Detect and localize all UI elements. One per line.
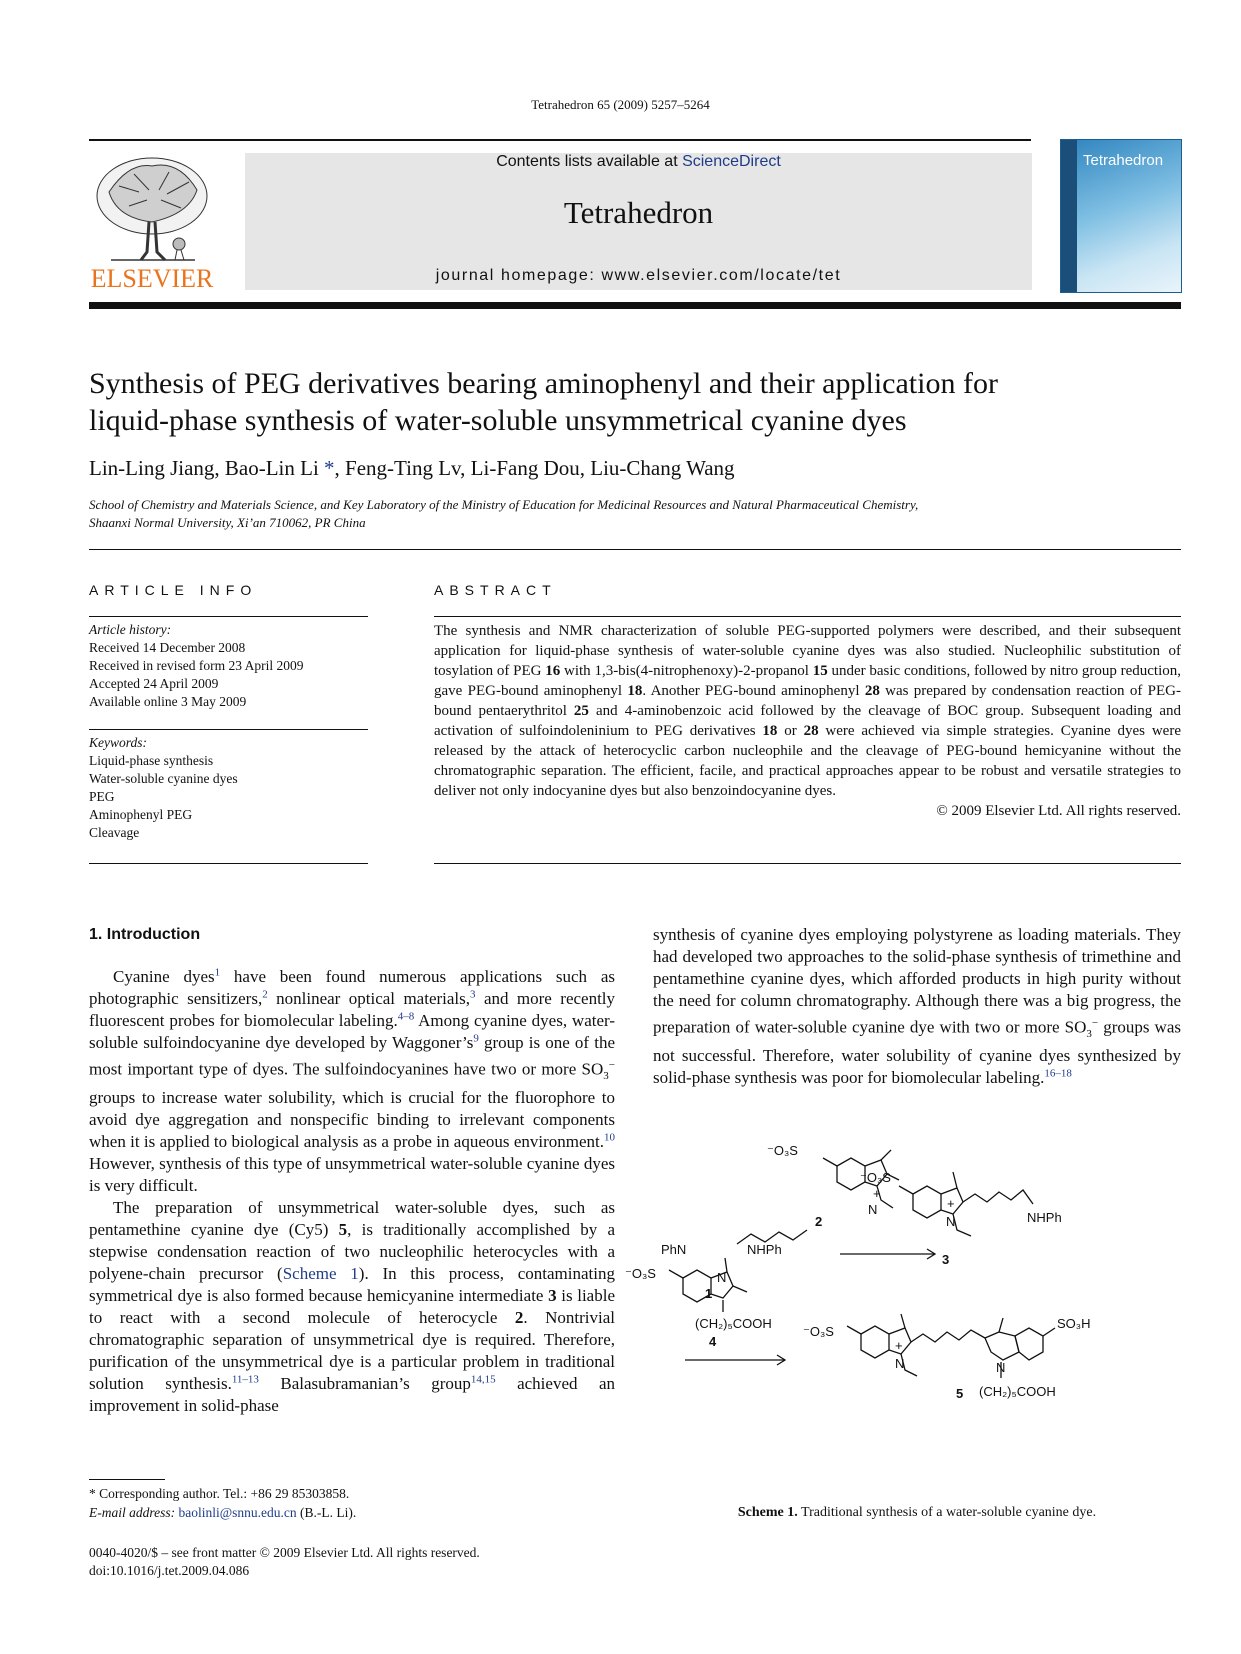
scheme-label: ⁻O₃S: [767, 1143, 798, 1158]
scheme-label: ⁻O₃S: [860, 1170, 891, 1185]
scheme-label: SO₃H: [1057, 1316, 1091, 1331]
citation-link[interactable]: 11–13: [231, 1373, 259, 1386]
abstract-body: [434, 621, 1181, 821]
intro-paragraph-2: The preparation of unsymmetrical water-soluble dyes, such as pentamethine cyanine dye (Cy5) 5, is traditionally accomplished by a stepwise condensation reaction of two nucleophilic heterocycles with a polyene-chain precursor (Scheme 1). In this process, contaminating symmetrical dye is also formed because hemicyanine intermediate 3 is liable to react with a second molecule of heterocycle 2. Nontrivial chromatographic separation of unsymmetrical dye is required. Therefore, purification of the unsymmetrical dye is a particular problem in traditional solution synthesis.$^{11-13}$ Balasubramanian’s group$^{14,15}$ achieved an improvement in solid-phase: [89, 1198, 616, 1416]
scheme-label: ⁻O₃S: [803, 1324, 834, 1339]
footnote: [89, 1484, 356, 1522]
scheme-atom: N: [946, 1214, 956, 1229]
right-column: [653, 924, 1181, 1089]
scheme-label: (CH₂)₅COOH: [979, 1384, 1056, 1399]
affiliation: [89, 496, 1189, 532]
scheme-charge: +: [873, 1186, 881, 1201]
intro-paragraph-1: Cyanine dyes$^1$ have been found numerous applications such as photographic sensitizers,$^2$ nonlinear optical materials,$^3$ and more recently fluorescent probes for biomolecular labeling.$^{4-8}$ Among cyanine dyes, water-soluble sulfoindocyanine dye developed by Waggoner’s$^9$ group is one of the most important type of dyes. The sulfoindocyanines have two or more $SO_3^-$ groups to increase water solubility, which is crucial for the fluorophore to avoid dye aggregation and nonspecific binding to irrelevant components when it is applied to biological analysis as a probe in aqueous environment.$^{10}$ However, synthesis of this type of unsymmetrical water-soluble cyanine dyes is very difficult.: [89, 966, 616, 1196]
email-link[interactable]: baolinli@snnu.edu.cn: [178, 1505, 297, 1520]
scheme-atom: N: [895, 1356, 905, 1371]
affiliation-line-2: Shaanxi Normal University, Xi’an 710062, PR China: [89, 515, 366, 530]
cover-strip: [1061, 140, 1077, 292]
history-item: Available online 3 May 2009: [89, 694, 247, 709]
history-item: Received 14 December 2008: [89, 640, 246, 655]
abstract-heading: ABSTRACT: [434, 582, 557, 598]
keyword-item: Water-soluble cyanine dyes: [89, 771, 238, 786]
sciencedirect-link[interactable]: ScienceDirect: [682, 153, 781, 170]
corresponding-author-star[interactable]: *: [318, 456, 335, 480]
cover-title: Tetrahedron: [1083, 152, 1164, 169]
scheme-charge: +: [947, 1196, 955, 1211]
footnote-rule: [89, 1479, 165, 1480]
contents-line: [245, 153, 1032, 171]
keyword-item: Liquid-phase synthesis: [89, 753, 214, 768]
header-thick-rule: [89, 302, 1181, 309]
header-rule: [89, 139, 1031, 141]
affiliation-line-1: School of Chemistry and Materials Science, and Key Laboratory of the Ministry of Education for Medicinal Resources and Natural Pharmaceutical Chemistry,: [89, 497, 919, 512]
history-label: Article history:: [89, 622, 172, 637]
abstract-rule: [434, 616, 1181, 617]
info-rule: [89, 729, 368, 730]
email-line: E-mail address: baolinli@snnu.edu.cn (B.-L. Li).: [89, 1505, 357, 1520]
caption-text: Traditional synthesis of a water-soluble cyanine dye.: [797, 1505, 1097, 1520]
scheme-caption: [653, 1505, 1181, 1521]
article-history: [89, 621, 368, 711]
title-line-2: liquid-phase synthesis of water-soluble unsymmetrical cyanine dyes: [89, 404, 907, 437]
journal-name: Tetrahedron: [563, 195, 714, 230]
scheme-atom: N: [868, 1202, 878, 1217]
contents-prefix: Contents lists available at: [496, 153, 683, 170]
info-rule: [89, 616, 368, 617]
compound-label-2: 2: [815, 1214, 823, 1229]
corresponding-author-note: * Corresponding author. Tel.: +86 29 85303858.: [89, 1486, 350, 1501]
caption-label: Scheme 1.: [737, 1505, 798, 1520]
left-column: [89, 924, 615, 1417]
compound-label-5: 5: [956, 1386, 964, 1401]
citation-link[interactable]: 14,15: [470, 1373, 496, 1386]
journal-banner: [245, 153, 1032, 290]
abstract-text: The synthesis and NMR characterization of soluble PEG-supported polymers were described, and their subsequent application for liquid-phase synthesis of water-soluble cyanine dyes was also studied. Nucleophilic substitution of tosylation of PEG 16 with 1,3-bis(4-nitrophenoxy)-2-propanol 15 under basic conditions, followed by nitro group reduction, gave PEG-bound aminophenyl 18. Another PEG-bound aminophenyl 28 was prepared by condensation reaction of PEG-bound pentaerythritol 25 and 4-aminobenzoic acid followed by the cleavage of BOC group. Subsequent loading and activation of sulfoindoleninium to PEG derivatives 18 or 28 were achieved via simple strategies. Cyanine dyes were released by the attack of heterocyclic carbon nucleophile and the cleavage of PEG-bound hemicyanine without the chromatographic separation. The efficient, facile, and practical approaches appear to be robust and versatile strategies to deliver not only indocyanine dyes but also benzoindocyanine dyes.: [434, 623, 1182, 799]
issn-line: 0040-4020/$ – see front matter © 2009 Elsevier Ltd. All rights reserved.: [89, 1545, 480, 1560]
scheme-label: (CH₂)₅COOH: [695, 1316, 772, 1331]
article-info-heading: ARTICLE INFO: [89, 582, 258, 598]
scheme-atom: N: [996, 1360, 1006, 1375]
article-identifiers: [89, 1544, 480, 1580]
title-rule: [89, 549, 1181, 550]
scheme-label: NHPh: [747, 1242, 782, 1257]
scheme-atom: N: [717, 1270, 727, 1285]
article-title: [89, 365, 1189, 439]
citation-link[interactable]: 1: [214, 966, 221, 979]
author-list: [89, 456, 735, 481]
intro-paragraph-2-continued: synthesis of cyanine dyes employing polystyrene as loading materials. They had developed two approaches to the solid-phase synthesis of trimethine and pentamethine cyanine dyes, which afforded products in high purity without the need for column chromatography. Although there was a big progress, the preparation of water-soluble cyanine dye with two or more $SO_3^-$ groups was not successful. Therefore, water solubility of cyanine dyes synthesized by solid-phase synthesis was poor for biomolecular labeling.$^{16-18}$: [653, 925, 1181, 1088]
scheme-label: PhN: [661, 1242, 687, 1257]
title-line-1: Synthesis of PEG derivatives bearing aminophenyl and their application for: [89, 367, 998, 400]
keyword-item: Aminophenyl PEG: [89, 807, 193, 822]
compound-label-1: 1: [705, 1286, 713, 1301]
authors-part-2: , Feng-Ting Lv, Li-Fang Dou, Liu-Chang Wang: [334, 456, 735, 480]
citation-link[interactable]: 4–8: [397, 1010, 415, 1023]
abstract-copyright: © 2009 Elsevier Ltd. All rights reserved.: [936, 803, 1181, 819]
keywords-label: Keywords:: [89, 735, 147, 750]
journal-homepage[interactable]: journal homepage: www.elsevier.com/locate/tet: [435, 267, 842, 284]
scheme-1-link[interactable]: Scheme 1: [282, 1264, 359, 1284]
scheme-label: ⁻O₃S: [625, 1266, 656, 1281]
elsevier-logo[interactable]: [89, 152, 215, 294]
keywords: [89, 734, 368, 842]
doi-line[interactable]: doi:10.1016/j.tet.2009.04.086: [89, 1563, 250, 1578]
info-rule: [89, 863, 368, 864]
journal-cover[interactable]: [1060, 139, 1182, 293]
compound-label-4: 4: [709, 1334, 717, 1349]
citation-link[interactable]: 16–18: [1044, 1067, 1072, 1080]
keyword-item: Cleavage: [89, 825, 140, 840]
compound-label-3: 3: [942, 1252, 950, 1267]
introduction-heading: 1. Introduction: [89, 926, 201, 943]
citation-link[interactable]: 3: [470, 988, 476, 1001]
abstract-rule: [434, 863, 1181, 864]
publisher-name: ELSEVIER: [90, 264, 214, 293]
citation-link[interactable]: 2: [262, 988, 268, 1001]
scheme-label: NHPh: [1027, 1210, 1062, 1225]
keyword-item: PEG: [89, 789, 115, 804]
history-item: Accepted 24 April 2009: [89, 676, 219, 691]
scheme-charge: +: [895, 1338, 903, 1353]
journal-reference: Tetrahedron 65 (2009) 5257–5264: [531, 97, 710, 112]
citation-link[interactable]: 10: [604, 1131, 615, 1144]
elsevier-tree-icon: [89, 152, 215, 264]
authors-part-1: Lin-Ling Jiang, Bao-Lin Li: [89, 456, 319, 480]
history-item: Received in revised form 23 April 2009: [89, 658, 304, 673]
citation-link[interactable]: 9: [473, 1032, 479, 1045]
scheme-1-figure: [625, 1130, 1180, 1500]
